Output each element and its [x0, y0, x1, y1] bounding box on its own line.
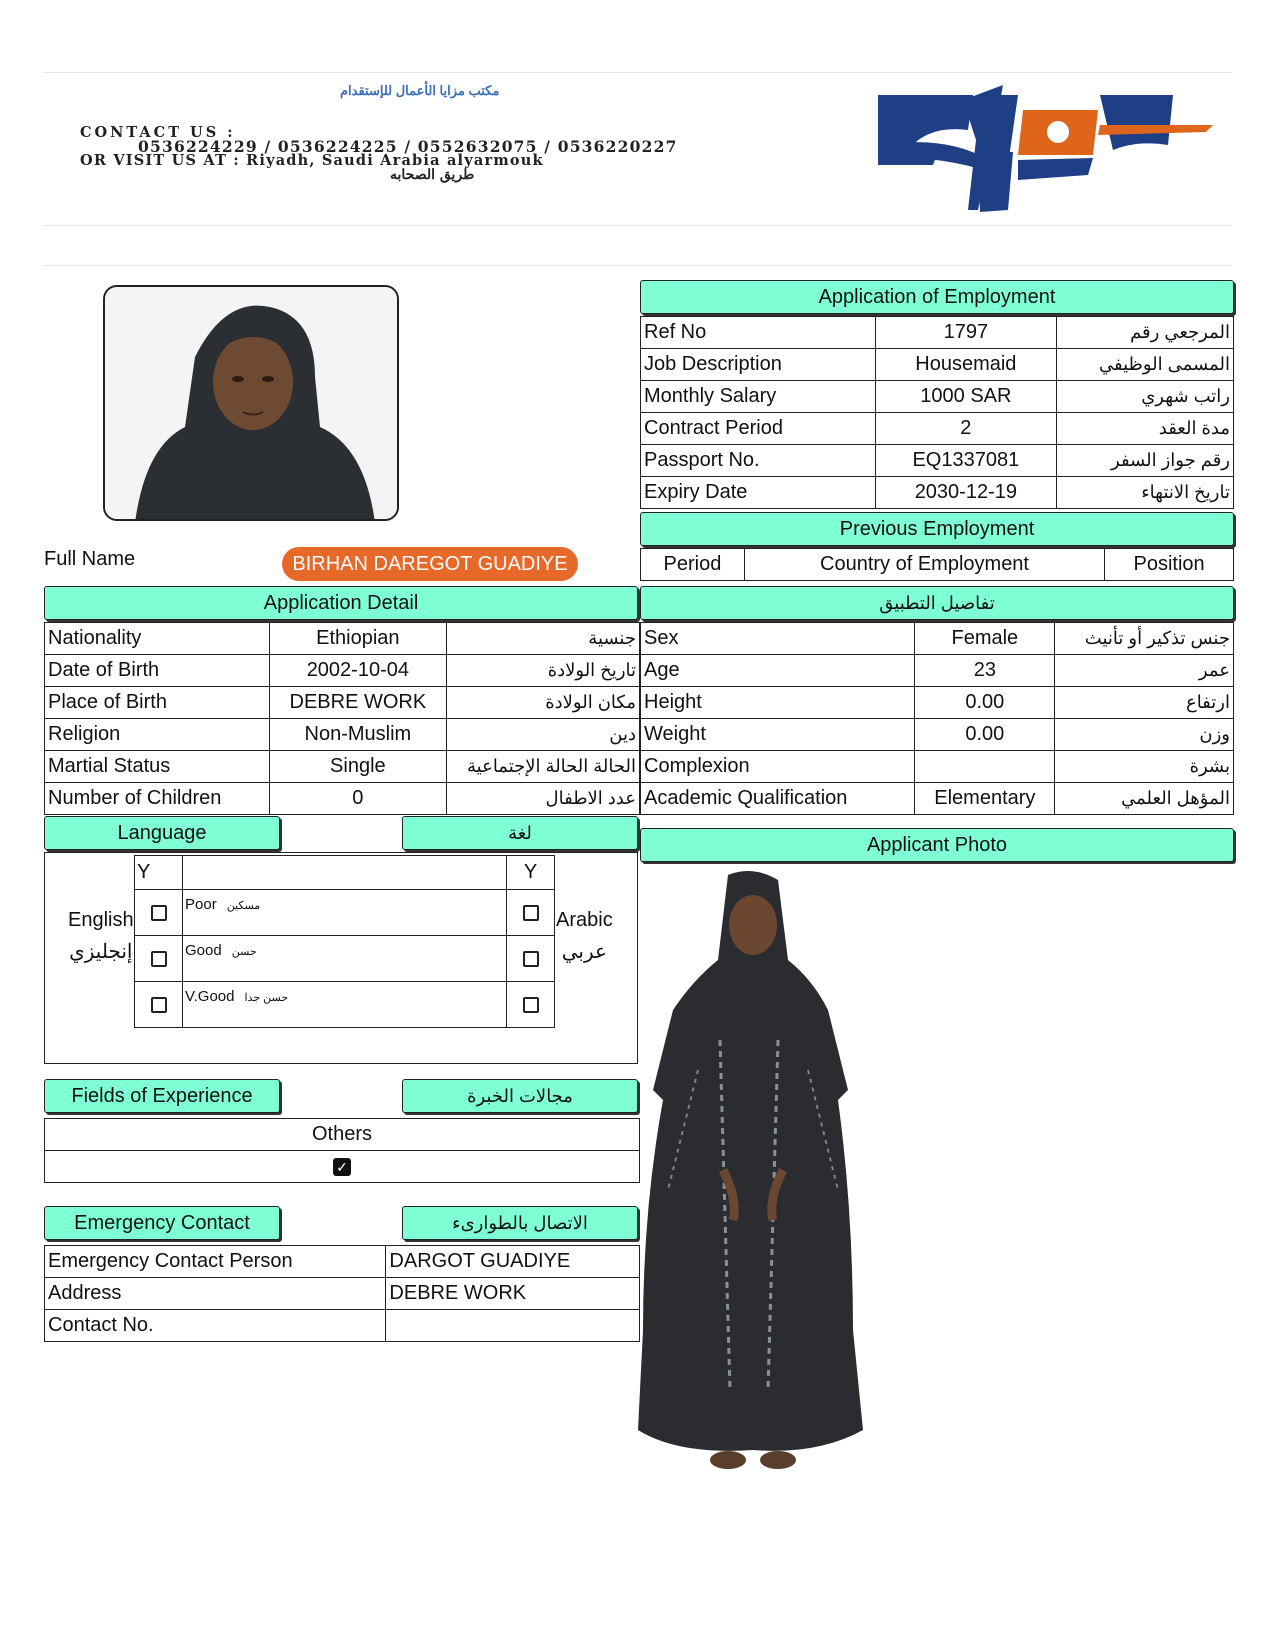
table-row: [641, 751, 1234, 783]
row-label: Address: [45, 1278, 386, 1310]
portrait-image: [105, 287, 399, 521]
row-label-arabic: تاريخ الولادة: [447, 655, 640, 687]
column-period: Period: [641, 549, 745, 581]
application-table: [640, 316, 1234, 509]
place-of-birth-value: DEBRE WORK: [269, 687, 447, 719]
level-poor: [183, 890, 507, 936]
level-label: Poor: [185, 896, 217, 913]
row-label: Expiry Date: [641, 477, 876, 509]
english-label: [68, 904, 134, 968]
full-name-label: Full Name: [44, 548, 136, 570]
row-label-arabic: وزن: [1055, 719, 1234, 751]
emergency-contact-header-arabic: الاتصال بالطوارىء: [402, 1206, 638, 1240]
contact-address: OR VISIT US AT : Riyadh, Saudi Arabia alyarmouk: [80, 152, 544, 169]
row-label-arabic: ارتفاع: [1055, 687, 1234, 719]
row-label-arabic: جنسية: [447, 623, 640, 655]
row-label: Number of Children: [45, 783, 270, 815]
applicant-portrait: [103, 285, 399, 521]
table-row: [45, 1246, 640, 1278]
header-rule-top: [44, 72, 1232, 73]
row-label: Passport No.: [641, 445, 876, 477]
contact-label: CONTACT US :: [80, 124, 236, 141]
experience-field-label: Others: [45, 1119, 640, 1151]
table-row: [641, 655, 1234, 687]
english-label-text: English: [68, 909, 134, 931]
applicant-photo-header: Applicant Photo: [640, 828, 1234, 862]
table-row: [45, 783, 640, 815]
english-good-checkbox[interactable]: [151, 951, 167, 967]
language-header-row: [135, 856, 555, 890]
level-label: V.Good: [185, 988, 235, 1005]
arabic-vgood-checkbox[interactable]: [523, 997, 539, 1013]
row-label-arabic: المرجعي رقم: [1057, 317, 1234, 349]
row-label-arabic: تاريخ الانتهاء: [1057, 477, 1234, 509]
table-row: [45, 751, 640, 783]
table-row: [641, 719, 1234, 751]
emergency-contact-header: Emergency Contact: [44, 1206, 280, 1240]
column-country: Country of Employment: [744, 549, 1104, 581]
arabic-vgood-cell: [507, 982, 555, 1028]
brand-arabic-name: مكتب مزايا الأعمال للإستقدام: [340, 83, 500, 98]
table-row: [45, 1151, 640, 1183]
english-label-arabic: إنجليزي: [69, 941, 133, 963]
contact-phones: 0536224229 / 0536224225 / 0552632075 / 0536220227: [138, 137, 678, 156]
ref-no-value: 1797: [875, 317, 1057, 349]
religion-value: Non-Muslim: [269, 719, 447, 751]
english-y-column: Y: [135, 856, 183, 890]
table-row: [45, 1310, 640, 1342]
nationality-value: Ethiopian: [269, 623, 447, 655]
experience-table: [44, 1118, 640, 1183]
weight-value: 0.00: [915, 719, 1055, 751]
language-header: Language: [44, 816, 280, 850]
language-level-row: [135, 936, 555, 982]
sex-value: Female: [915, 623, 1055, 655]
table-row: [641, 783, 1234, 815]
level-column-header: [183, 856, 507, 890]
qualification-value: Elementary: [915, 783, 1055, 815]
english-vgood-checkbox[interactable]: [151, 997, 167, 1013]
complexion-value: [915, 751, 1055, 783]
row-label: Weight: [641, 719, 915, 751]
table-row: [641, 317, 1234, 349]
table-row: [641, 445, 1234, 477]
row-label-arabic: رقم جواز السفر: [1057, 445, 1234, 477]
fields-of-experience-header-arabic: مجالات الخبرة: [402, 1079, 638, 1113]
row-label: Complexion: [641, 751, 915, 783]
english-good-cell: [135, 936, 183, 982]
table-row: [641, 349, 1234, 381]
header-rule-bottom: [44, 265, 1232, 266]
children-value: 0: [269, 783, 447, 815]
row-label-arabic: بشرة: [1055, 751, 1234, 783]
emergency-table: [44, 1245, 640, 1342]
arabic-y-column: Y: [507, 856, 555, 890]
company-logo: [868, 80, 1218, 220]
language-table: [134, 855, 555, 1028]
contact-street-arabic: طريق الصحابه: [390, 167, 475, 183]
table-row: [641, 477, 1234, 509]
row-label: Ref No: [641, 317, 876, 349]
row-label-arabic: المؤهل العلمي: [1055, 783, 1234, 815]
level-label: Good: [185, 942, 222, 959]
application-detail-header: Application Detail: [44, 586, 638, 620]
monthly-salary-value: 1000 SAR: [875, 381, 1057, 413]
row-label: Height: [641, 687, 915, 719]
full-name-value: BIRHAN DAREGOT GUADIYE: [282, 547, 578, 581]
column-position: Position: [1105, 549, 1234, 581]
emergency-person-value: DARGOT GUADIYE: [386, 1246, 640, 1278]
level-vgood: [183, 982, 507, 1028]
arabic-good-cell: [507, 936, 555, 982]
arabic-label-text: Arabic: [556, 909, 613, 931]
row-label: Contract Period: [641, 413, 876, 445]
english-vgood-cell: [135, 982, 183, 1028]
row-label: Place of Birth: [45, 687, 270, 719]
language-level-row: [135, 890, 555, 936]
table-row: [45, 655, 640, 687]
table-row: [45, 719, 640, 751]
header-rule-mid: [44, 225, 1232, 226]
applicant-full-photo: [638, 870, 868, 1490]
row-label: Nationality: [45, 623, 270, 655]
application-of-employment-header: Application of Employment: [640, 280, 1234, 314]
english-poor-checkbox[interactable]: [151, 905, 167, 921]
row-label-arabic: المسمى الوظيفي: [1057, 349, 1234, 381]
language-header-arabic: لغة: [402, 816, 638, 850]
table-row: [45, 1278, 640, 1310]
table-header-row: [641, 549, 1234, 581]
arabic-label: [556, 904, 613, 968]
row-label-arabic: عمر: [1055, 655, 1234, 687]
level-label-arabic: مسكين: [226, 900, 261, 912]
language-level-row: [135, 982, 555, 1028]
row-label: Contact No.: [45, 1310, 386, 1342]
previous-employment-table: [640, 548, 1234, 581]
arabic-poor-cell: [507, 890, 555, 936]
row-label-arabic: الحالة الحالة الإجتماعية: [447, 751, 640, 783]
row-label: Academic Qualification: [641, 783, 915, 815]
age-value: 23: [915, 655, 1055, 687]
level-label-arabic: حسن جدا: [244, 992, 289, 1004]
application-detail-table: [44, 622, 640, 815]
previous-employment-header: Previous Employment: [640, 512, 1234, 546]
contract-period-value: 2: [875, 413, 1057, 445]
table-row: [45, 1119, 640, 1151]
marital-status-value: Single: [269, 751, 447, 783]
job-description-value: Housemaid: [875, 349, 1057, 381]
level-good: [183, 936, 507, 982]
passport-no-value: EQ1337081: [875, 445, 1057, 477]
table-row: [641, 623, 1234, 655]
experience-checked-checkbox[interactable]: ✓: [333, 1158, 351, 1176]
row-label: Martial Status: [45, 751, 270, 783]
experience-field-check-cell: [45, 1151, 640, 1183]
table-row: [641, 413, 1234, 445]
row-label: Sex: [641, 623, 915, 655]
fields-of-experience-header: Fields of Experience: [44, 1079, 280, 1113]
row-label-arabic: راتب شهري: [1057, 381, 1234, 413]
row-label-arabic: دين: [447, 719, 640, 751]
height-value: 0.00: [915, 687, 1055, 719]
arabic-label-arabic: عربي: [561, 941, 607, 963]
row-label: Age: [641, 655, 915, 687]
table-row: [641, 381, 1234, 413]
row-label: Date of Birth: [45, 655, 270, 687]
emergency-contact-no-value: [386, 1310, 640, 1342]
row-label-arabic: عدد الاطفال: [447, 783, 640, 815]
row-label: Emergency Contact Person: [45, 1246, 386, 1278]
application-details-arabic-header: تفاصيل التطبيق: [640, 586, 1234, 620]
arabic-good-checkbox[interactable]: [523, 951, 539, 967]
table-row: [45, 623, 640, 655]
table-row: [641, 687, 1234, 719]
arabic-poor-checkbox[interactable]: [523, 905, 539, 921]
row-label-arabic: مكان الولادة: [447, 687, 640, 719]
row-label: Religion: [45, 719, 270, 751]
english-poor-cell: [135, 890, 183, 936]
contact-block: [80, 126, 678, 182]
date-of-birth-value: 2002-10-04: [269, 655, 447, 687]
row-label: Job Description: [641, 349, 876, 381]
row-label-arabic: جنس تذكير أو تأنيث: [1055, 623, 1234, 655]
row-label: Monthly Salary: [641, 381, 876, 413]
personal-details-table: [640, 622, 1234, 815]
level-label-arabic: حسن: [231, 946, 257, 958]
expiry-date-value: 2030-12-19: [875, 477, 1057, 509]
table-row: [45, 687, 640, 719]
emergency-address-value: DEBRE WORK: [386, 1278, 640, 1310]
row-label-arabic: مدة العقد: [1057, 413, 1234, 445]
